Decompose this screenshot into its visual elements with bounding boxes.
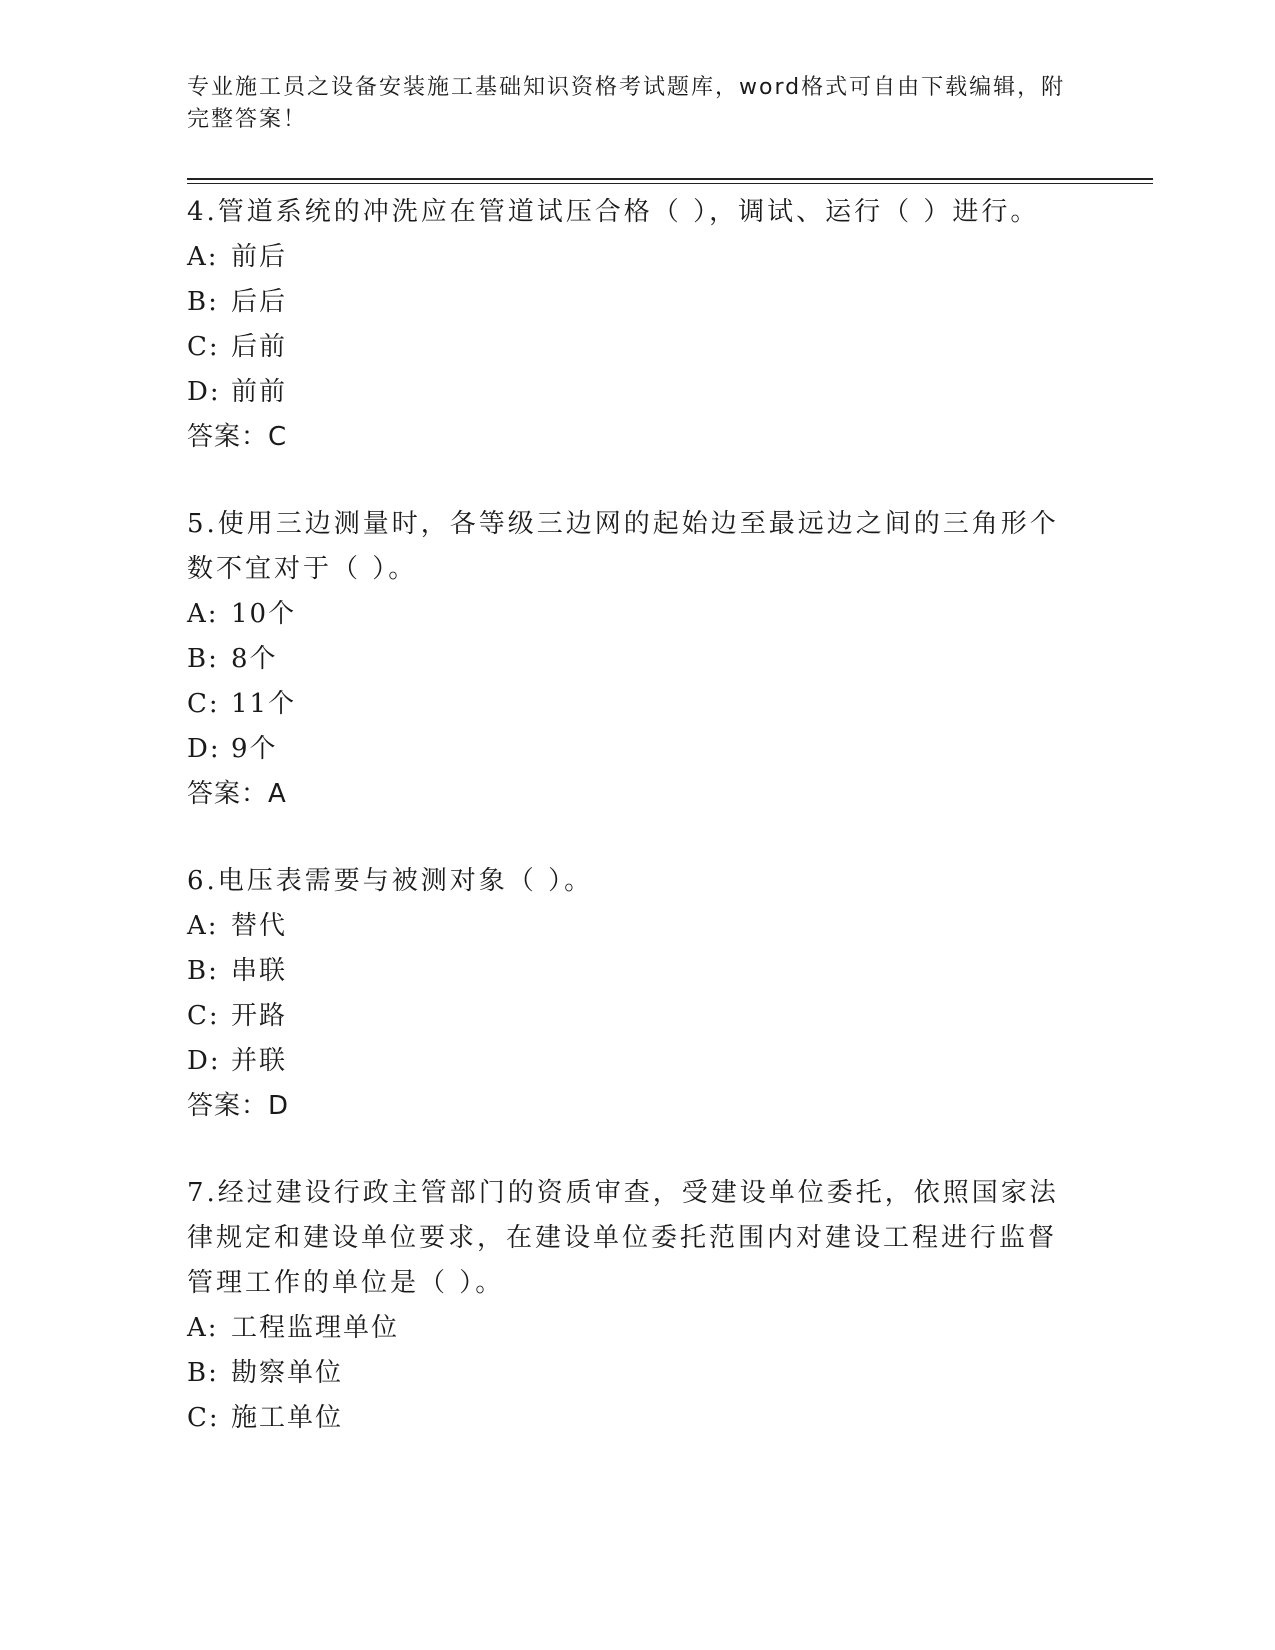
- option-b: [187, 637, 1087, 682]
- option-text: 替代: [231, 911, 288, 941]
- option-letter: A:: [187, 911, 219, 941]
- option-text: 8个: [231, 644, 278, 674]
- option-text: 勘察单位: [231, 1358, 344, 1388]
- answer-line: 答案：A: [187, 779, 287, 809]
- option-text: 工程监理单位: [231, 1313, 400, 1343]
- answer-line: 答案：D: [187, 1091, 290, 1121]
- option-text: 后后: [231, 287, 288, 317]
- option-text: 前前: [231, 377, 288, 407]
- option-text: 11个: [231, 689, 297, 719]
- option-letter: A:: [187, 242, 219, 272]
- question-5: [187, 502, 1087, 817]
- option-c: [187, 994, 1087, 1039]
- option-letter: B:: [187, 956, 219, 986]
- question-stem: 4.管道系统的冲洗应在管道试压合格（ ），调试、运行（ ）进行。: [187, 197, 1040, 227]
- option-text: 并联: [231, 1046, 288, 1076]
- question-6: [187, 859, 1087, 1129]
- header-text: 专业施工员之设备安装施工基础知识资格考试题库，word格式可自由下载编辑，附完整答案！: [187, 75, 1066, 132]
- question-7: [187, 1171, 1087, 1441]
- option-d: [187, 1039, 1087, 1084]
- option-letter: D:: [187, 1046, 221, 1076]
- option-b: [187, 949, 1087, 994]
- option-text: 10个: [231, 599, 297, 629]
- option-text: 施工单位: [231, 1403, 344, 1433]
- question-stem: 7.经过建设行政主管部门的资质审查，受建设单位委托，依照国家法律规定和建设单位要求，在建设单位委托范围内对建设工程进行监督管理工作的单位是（ ）。: [187, 1178, 1059, 1298]
- header-rule-thick: [187, 178, 1153, 180]
- option-a: [187, 904, 1087, 949]
- question-stem: 6.电压表需要与被测对象（ ）。: [187, 866, 594, 896]
- option-letter: B:: [187, 644, 219, 674]
- document-header: [187, 72, 1067, 136]
- option-text: 前后: [231, 242, 288, 272]
- option-a: [187, 592, 1087, 637]
- option-a: [187, 1306, 1087, 1351]
- option-text: 后前: [231, 332, 288, 362]
- option-letter: B:: [187, 287, 219, 317]
- option-letter: D:: [187, 734, 221, 764]
- option-b: [187, 1351, 1087, 1396]
- option-b: [187, 280, 1087, 325]
- option-letter: A:: [187, 599, 219, 629]
- question-4: [187, 190, 1087, 460]
- question-list: [187, 190, 1087, 1483]
- option-c: [187, 1396, 1087, 1441]
- option-text: 开路: [231, 1001, 288, 1031]
- option-d: [187, 370, 1087, 415]
- option-c: [187, 682, 1087, 727]
- option-letter: C:: [187, 332, 220, 362]
- option-text: 9个: [231, 734, 278, 764]
- option-letter: D:: [187, 377, 221, 407]
- option-letter: C:: [187, 1001, 220, 1031]
- option-c: [187, 325, 1087, 370]
- option-letter: B:: [187, 1358, 219, 1388]
- option-d: [187, 727, 1087, 772]
- option-letter: C:: [187, 1403, 220, 1433]
- option-text: 串联: [231, 956, 288, 986]
- question-stem: 5.使用三边测量时，各等级三边网的起始边至最远边之间的三角形个数不宜对于（ ）。: [187, 509, 1059, 584]
- option-letter: C:: [187, 689, 220, 719]
- option-a: [187, 235, 1087, 280]
- option-letter: A:: [187, 1313, 219, 1343]
- answer-line: 答案：C: [187, 422, 288, 452]
- header-rule-thin: [187, 183, 1153, 184]
